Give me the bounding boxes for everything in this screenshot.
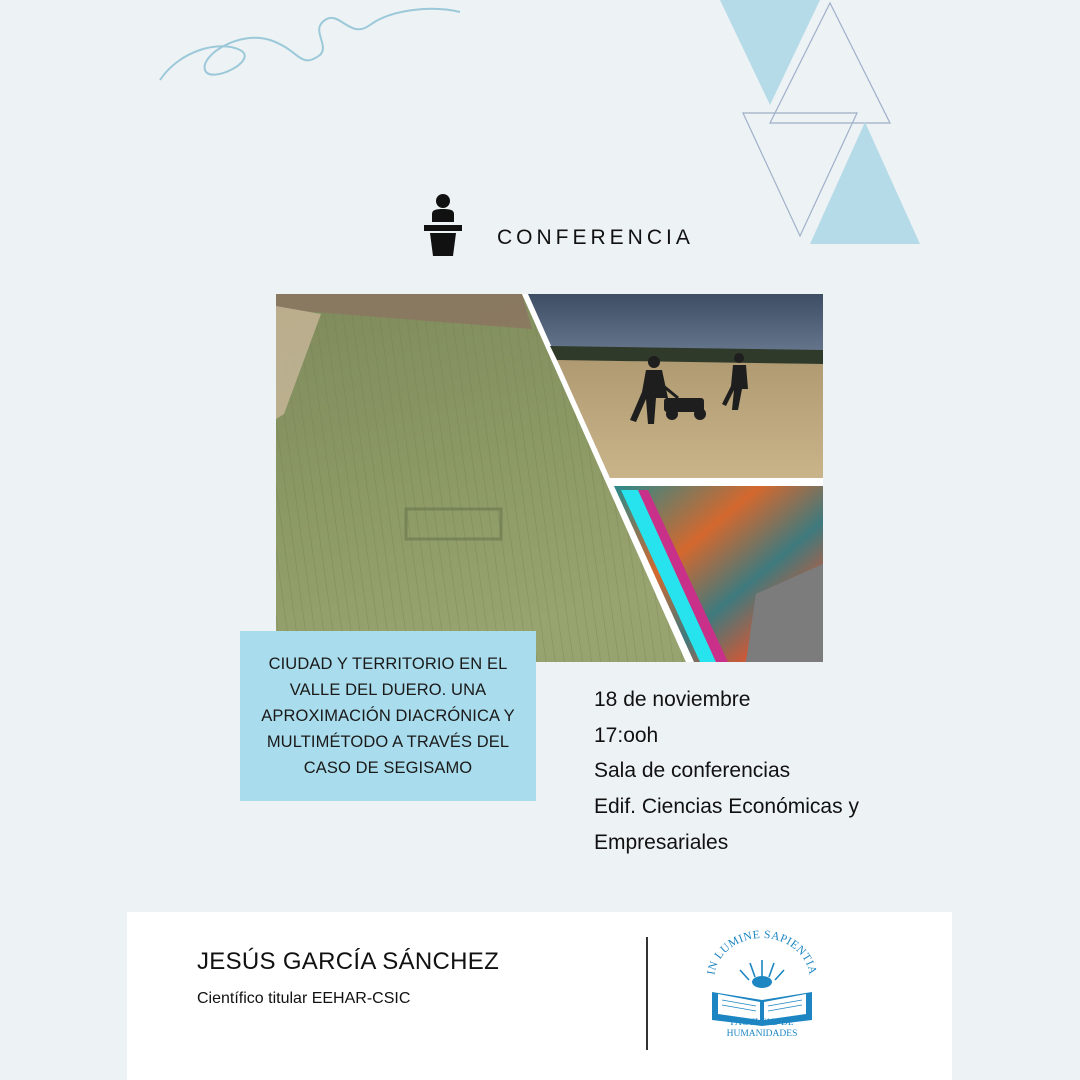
podium-speaker-icon <box>420 192 466 258</box>
card-divider <box>646 937 648 1050</box>
speaker-role: Científico titular EEHAR-CSIC <box>197 990 411 1007</box>
decorative-triangles <box>720 0 940 250</box>
event-building-line2: Empresariales <box>594 830 729 854</box>
event-date: 18 de noviembre <box>594 688 751 711</box>
talk-title: CIUDAD Y TERRITORIO EN EL VALLE DEL DUERO. UNA APROXIMACIÓN DIACRÓNICA Y MULTIMÉTODO A TRAVÉS DEL CASO DE SEGISAMO <box>261 655 515 777</box>
speaker-card <box>127 912 952 1080</box>
photo-collage <box>276 294 823 662</box>
logo-line2: HUMANIDADES <box>726 1029 798 1039</box>
logo-line1: FACULTAD DE <box>730 1018 794 1028</box>
logo-motto: IN LUMINE SAPIENTIA <box>705 930 819 976</box>
event-building-line1: Edif. Ciencias Económicas y <box>594 795 859 819</box>
decorative-squiggle <box>150 0 480 90</box>
event-details <box>594 682 914 861</box>
talk-title-box <box>240 631 536 801</box>
event-room: Sala de conferencias <box>594 759 791 783</box>
logo-text <box>682 1018 842 1040</box>
header-label: CONFERENCIA <box>497 226 694 249</box>
event-time: 17:ooh <box>594 723 659 747</box>
speaker-name: JESÚS GARCÍA SÁNCHEZ <box>197 948 500 975</box>
